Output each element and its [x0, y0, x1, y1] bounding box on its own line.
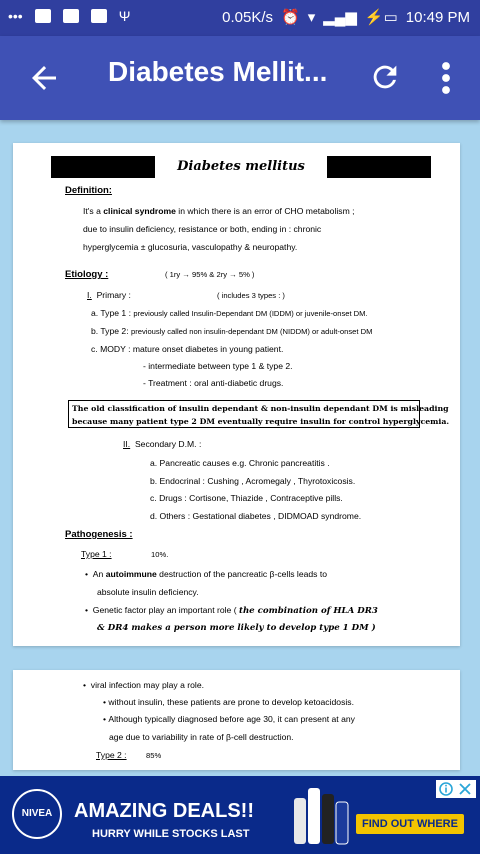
image-icon — [63, 9, 79, 23]
notification-icons — [8, 8, 130, 24]
status-bar — [0, 0, 480, 36]
battery-icon: ⚡▭ — [364, 9, 398, 26]
definition-line-1: It's a clinical syndrome in which there is an error of CHO metabolism ; — [83, 206, 355, 216]
definition-line-3: hyperglycemia ± glucosuria, vasculopathy & neuropathy. — [83, 242, 298, 252]
note-line-2: because many patient type 2 DM eventually require insulin for control hyperglycemia. — [72, 417, 450, 426]
note-line-1: The old classification of insulin dependant & non-insulin dependant DM is misleading — [72, 404, 449, 413]
bullet-viral: • viral infection may play a role. — [83, 680, 204, 690]
bullet-age: • Although typically diagnosed before age 30, it can present at any — [103, 714, 355, 724]
shield-icon — [35, 9, 51, 23]
etiology-ratio: ( 1ry → 95% & 2ry → 5% ) — [165, 270, 255, 279]
wifi-icon: ▾ — [307, 9, 316, 26]
pathogenesis-heading: Pathogenesis : — [65, 529, 133, 540]
bullet-ketoacidosis: • without insulin, these patients are prone to develop ketoacidosis. — [103, 697, 354, 707]
bullet-age-cont: age due to variability in rate of β-cell destruction. — [109, 732, 294, 742]
bullet-genetic: • Genetic factor play an important role ( the combination of HLA DR3 — [85, 605, 378, 616]
find-out-where-button[interactable]: FIND OUT WHERE — [356, 814, 464, 834]
type2-line: b. Type 2: previously called non insulin-dependant DM (NIDDM) or adult-onset DM — [91, 326, 373, 336]
type1-percent: 10%. — [151, 550, 169, 559]
etiology-heading: Etiology : — [65, 269, 109, 280]
document-header-bar — [51, 156, 431, 178]
classification-note-box — [68, 400, 450, 428]
secondary-item-b: b. Endocrinal : Cushing , Acromegaly , Thyrotoxicosis. — [150, 476, 356, 486]
document-page-1[interactable] — [13, 143, 460, 646]
type2-label: Type 2 : — [96, 750, 127, 760]
ad-banner[interactable] — [0, 776, 480, 854]
type2-percent: 85% — [146, 751, 162, 760]
nivea-logo: NIVEA — [12, 789, 62, 839]
secondary-item-a: a. Pancreatic causes e.g. Chronic pancreatitis . — [150, 458, 330, 468]
primary-note: ( includes 3 types : ) — [217, 291, 285, 300]
document-page-2[interactable] — [13, 670, 460, 770]
secondary-heading: II. Secondary D.M. : — [123, 439, 202, 449]
bullet-autoimmune: • An autoimmune destruction of the pancreatic β-cells leads to — [85, 569, 328, 579]
more-vert-icon[interactable] — [434, 60, 458, 96]
signal-icon: ▂▄▆ — [323, 9, 357, 26]
clock: 10:49 PM — [405, 8, 470, 26]
alarm-icon: ⏰ — [281, 9, 300, 26]
mody-detail-2: - Treatment : oral anti-diabetic drugs. — [143, 378, 284, 388]
mody-line: c. MODY : mature onset diabetes in young patient. — [91, 344, 284, 354]
app-toolbar — [0, 36, 480, 120]
definition-line-2: due to insulin deficiency, resistance or both, ending in : chronic — [83, 224, 322, 234]
bullet-genetic-cont: & DR4 makes a person more likely to develop type 1 DM ) — [97, 623, 376, 633]
definition-heading: Definition: — [65, 185, 112, 196]
secondary-item-c: c. Drugs : Cortisone, Thiazide , Contraceptive pills. — [150, 493, 343, 503]
type1-label: Type 1 : — [81, 549, 112, 559]
type1-line: a. Type 1 : previously called Insulin-Dependant DM (IDDM) or juvenile-onset DM. — [91, 308, 368, 318]
back-arrow-icon[interactable] — [26, 60, 62, 96]
mody-detail-1: - intermediate between type 1 & type 2. — [143, 361, 293, 371]
network-speed: 0.05K/s — [222, 8, 273, 26]
ad-choices-icon[interactable] — [436, 780, 476, 798]
document-title: Diabetes mellitus — [155, 156, 327, 178]
message-icon — [91, 9, 107, 23]
refresh-icon[interactable] — [368, 60, 402, 94]
page-title: Diabetes Mellit... — [108, 56, 328, 87]
ad-subline: HURRY WHILE STOCKS LAST — [92, 828, 250, 840]
more-dots-icon: ••• — [8, 8, 23, 24]
usb-icon: Ψ — [118, 8, 131, 24]
product-image — [290, 784, 352, 848]
bullet-autoimmune-cont: absolute insulin deficiency. — [97, 587, 199, 597]
secondary-item-d: d. Others : Gestational diabetes , DIDMOAD syndrome. — [150, 511, 362, 521]
ad-headline: AMAZING DEALS!! — [74, 800, 254, 822]
primary-heading: I. Primary : — [87, 290, 131, 300]
system-icons — [222, 8, 470, 26]
